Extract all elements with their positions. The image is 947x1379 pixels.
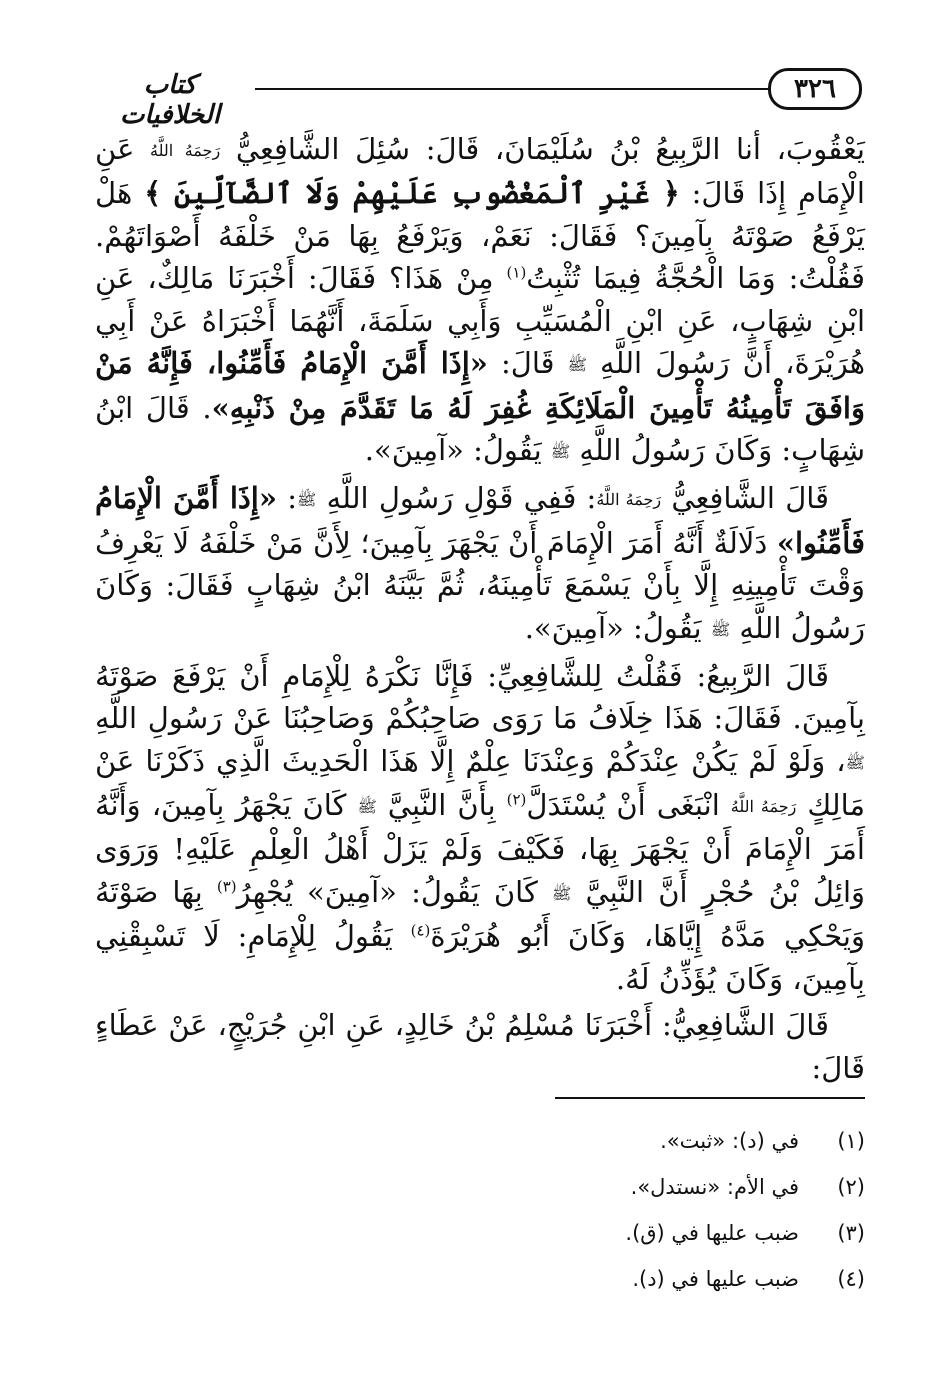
paragraph-4 (95, 1004, 865, 1089)
honorific: ﷺ (551, 883, 572, 903)
text-run: هَلْ يَرْفَعُ صَوْتَهُ بِآمِينَ؟ فَقَالَ: نَعَمْ، وَيَرْفَعُ بِهَا مَنْ خَلْفَهُ أَصْوَاتَهُمْ. فَقُلْتُ: وَمَا الْحُجَّةُ فِيمَا تُثْبِتُ (95, 176, 865, 296)
footnote (265, 1164, 865, 1210)
text-run: يَقُولُ لِلْإِمَامِ: لَا تَسْبِقْنِي بِآمِينَ، وَكَانَ يُؤَذِّنُ لَهُ. (95, 919, 865, 996)
footnote-number: (٢) (837, 1175, 865, 1199)
text-run: قَالَ: (487, 346, 568, 381)
footnote-marker: (١) (506, 263, 527, 282)
page-number: ٣٢٦ (768, 68, 862, 110)
text-run: يَعْقُوبَ، أنا الرَّبِيعُ بْنُ سُلَيْمَانَ، قَالَ: سُئِلَ الشَّافِعِيُّ (220, 132, 866, 166)
footnote (265, 1118, 865, 1164)
footnote-text: ضبب عليها في (د). (632, 1267, 799, 1291)
text-run: ، وَلَوْ لَمْ يَكُنْ عِنْدَكُمْ وَعِنْدَنَا عِلْمٌ إِلَّا هَذَا الْحَدِيثَ الَّذِي ذَكَرْنَا عَنْ مَالِكٍ (95, 743, 865, 822)
footnote-text: في (د): «ثبت». (660, 1129, 799, 1153)
honorific: رَحِمَهُ اللَّهُ (730, 796, 797, 816)
hadith-text: «إِذَا أَمَّنَ الْإِمَامُ فَأَمِّنُوا» (95, 481, 865, 560)
text-run: يَقُولُ: «آمِينَ». (524, 610, 711, 645)
text-run: قَالَ الرَّبِيعُ: فَقُلْتُ لِلشَّافِعِيِّ: فَإِنَّا نَكْرَهُ لِلْإِمَامِ أَنْ يَرْفَعَ صَوْتَهُ بِآمِينَ. فَقَالَ: هَذَا خِلَافُ مَا رَوَى صَاحِبُكُمْ وَصَاحِبُنَا عَنْ رَسُولِ اللَّهِ (95, 658, 865, 736)
text-run: مِنْ هَذَا؟ فَقَالَ: أَخْبَرَنَا مَالِكٌ، عَنِ ابْنِ شِهَابٍ، عَنِ ابْنِ الْمُسَيِّبِ وَأَبِي سَلَمَةَ، أَنَّهُمَا أَخْبَرَاهُ عَنْ أَبِي هُرَيْرَةَ، أَنَّ رَسُولَ اللَّهِ (95, 261, 866, 381)
text-run: بِأَنَّ النَّبِيَّ (376, 788, 507, 822)
header-rule (255, 88, 768, 90)
text-run: : فَفِي قَوْلِ رَسُولِ اللَّهِ (316, 481, 597, 516)
paragraph-3 (95, 655, 865, 1000)
footnote-marker: (٢) (506, 790, 527, 809)
text-run: يَقُولُ: «آمِينَ». (364, 433, 551, 467)
honorific: رَحِمَهُ اللَّهُ (596, 490, 662, 509)
text-run: كَانَ يَجْهَرُ بِآمِينَ، وَأَنَّهُ أَمَرَ الْإِمَامَ أَنْ يَجْهَرَ بِهَا، فَكَيْفَ وَلَمْ يَزَلْ أَهْلُ الْعِلْمِ عَلَيْهِ! وَرَوَى وَائِلُ بْنُ حُجْرٍ أَنَّ النَّبِيَّ (95, 788, 866, 909)
footnote-marker: (٤) (410, 921, 431, 940)
footnote-number: (١) (837, 1129, 865, 1153)
honorific: ﷺ (845, 752, 865, 772)
honorific: ﷺ (710, 619, 731, 639)
footnote-number: (٣) (837, 1221, 865, 1245)
text-run: . قَالَ ابْنُ شِهَابٍ: وَكَانَ رَسُولُ اللَّهِ (95, 390, 865, 467)
footnote-marker: (٣) (216, 877, 237, 896)
paragraph-2 (95, 477, 865, 651)
footnote (265, 1210, 865, 1256)
footnote-number: (٤) (837, 1267, 865, 1291)
text-run: كَانَ يَقُولُ: «آمِينَ» يُجْهِرُ (236, 874, 552, 909)
quran-verse: ﴿ غَيْرِ ٱلْمَغْضُوبِ عَلَيْهِمْ وَلَا ٱلضَّآلِّينَ ﴾ (144, 176, 680, 211)
hadith-text: «إِذَا أَمَّنَ الْإِمَامُ فَأَمِّنُوا، فَإِنَّهُ مَنْ وَافَقَ تَأْمِينُهُ تَأْمِينَ الْمَلَائِكَةِ غُفِرَ لَهُ مَا تَقَدَّمَ مِنْ ذَنْبِهِ» (95, 346, 865, 425)
text-run: دَلَالَةٌ أَنَّهُ أَمَرَ الْإِمَامَ أَنْ يَجْهَرَ بِآمِينَ؛ لِأَنَّ مَنْ خَلْفَهُ لَا يَعْرِفُ وَقْتَ تَأْمِينِهِ إِلَّا بِأَنْ يَسْمَعَ تَأْمِينَهُ، ثُمَّ بَيَّنَهُ ابْنُ شِهَابٍ فَقَالَ: وَكَانَ رَسُولُ اللَّهِ (95, 525, 865, 645)
footnote-separator (555, 1097, 865, 1099)
footnote-text: في الأم: «نستدل». (630, 1175, 799, 1199)
text-run: قَالَ الشَّافِعِيُّ (661, 481, 829, 516)
text-run: انْبَغَى أَنْ يُسْتَدَلَّ (526, 788, 731, 822)
text-run: بِهَا صَوْتَهُ وَيَحْكِي مَدَّهُ إِيَّاهَا، وَكَانَ أَبُو هُرَيْرَةَ (95, 874, 865, 953)
book-title: كتاب الخلافيات (119, 70, 221, 130)
text-run: : (276, 481, 297, 516)
honorific: ﷺ (297, 490, 317, 509)
honorific: ﷺ (550, 441, 571, 461)
main-text (95, 128, 865, 1093)
footnote-text: ضبب عليها في (ق). (625, 1221, 799, 1245)
honorific: رَحِمَهُ اللَّهُ (150, 140, 221, 160)
footnote (265, 1256, 865, 1302)
paragraph-1 (95, 128, 865, 473)
honorific: ﷺ (567, 355, 587, 374)
footnotes (265, 1118, 865, 1302)
text-run: عَنِ الْإِمَامِ إِذَا قَالَ: (95, 132, 865, 211)
text-run: قَالَ الشَّافِعِيُّ: أَخْبَرَنَا مُسْلِمُ بْنُ خَالِدٍ، عَنِ ابْنِ جُرَيْجٍ، عَنْ عَطَاءٍ قَالَ: (95, 1008, 865, 1085)
honorific: ﷺ (357, 796, 377, 816)
page-header (90, 62, 862, 130)
